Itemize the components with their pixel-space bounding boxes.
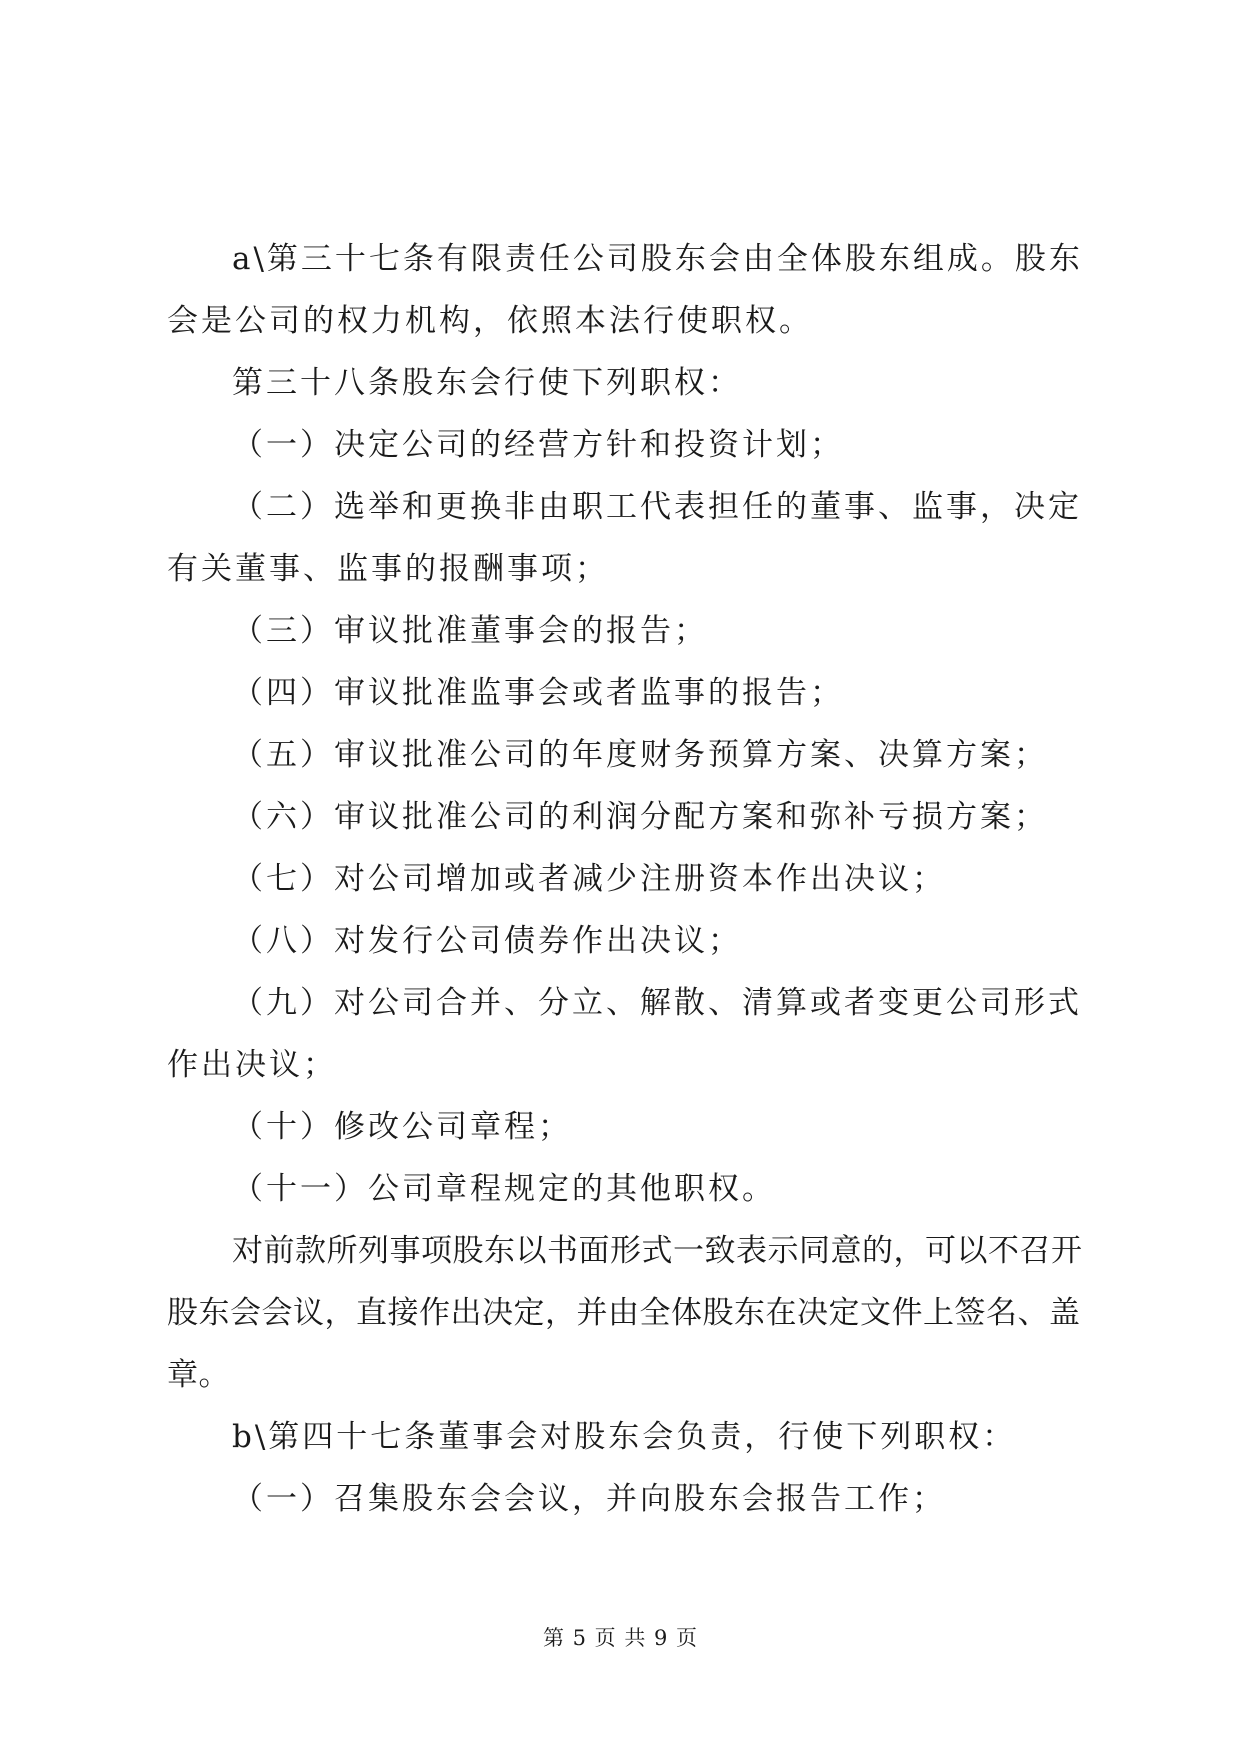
paragraph-article-37: a\第三十七条有限责任公司股东会由全体股东组成。股东会是公司的权力机构，依照本法行使职权。 (167, 241, 1083, 339)
list-item-article-38-7: （七）对公司增加或者减少注册资本作出决议； (232, 861, 946, 897)
list-item-article-38-4: （四）审议批准监事会或者监事的报告； (232, 675, 844, 711)
list-item-article-38-11: （十一）公司章程规定的其他职权。 (232, 1171, 776, 1207)
paragraph-written-consent: 对前款所列事项股东以书面形式一致表示同意的，可以不召开股东会会议，直接作出决定，并由全体股东在决定文件上签名、盖章。 (167, 1233, 1083, 1393)
list-item-article-38-1: （一）决定公司的经营方针和投资计划； (232, 427, 844, 463)
list-item-article-38-10: （十）修改公司章程； (232, 1109, 572, 1145)
paragraph-article-47: b\第四十七条董事会对股东会负责，行使下列职权： (232, 1419, 1017, 1455)
list-item-article-47-1: （一）召集股东会会议，并向股东会报告工作； (232, 1481, 946, 1517)
page-number-footer: 第 5 页 共 9 页 (542, 1626, 699, 1650)
list-item-article-38-6: （六）审议批准公司的利润分配方案和弥补亏损方案； (232, 799, 1048, 835)
list-item-article-38-2: （二）选举和更换非由职工代表担任的董事、监事，决定有关董事、监事的报酬事项； (167, 489, 1082, 587)
list-item-article-38-5: （五）审议批准公司的年度财务预算方案、决算方案； (232, 737, 1048, 773)
paragraph-article-38: 第三十八条股东会行使下列职权： (232, 365, 742, 401)
list-item-article-38-8: （八）对发行公司债券作出决议； (232, 923, 742, 959)
list-item-article-38-3: （三）审议批准董事会的报告； (232, 613, 708, 649)
list-item-article-38-9: （九）对公司合并、分立、解散、清算或者变更公司形式作出决议； (167, 985, 1082, 1083)
document-body (167, 228, 1087, 1530)
